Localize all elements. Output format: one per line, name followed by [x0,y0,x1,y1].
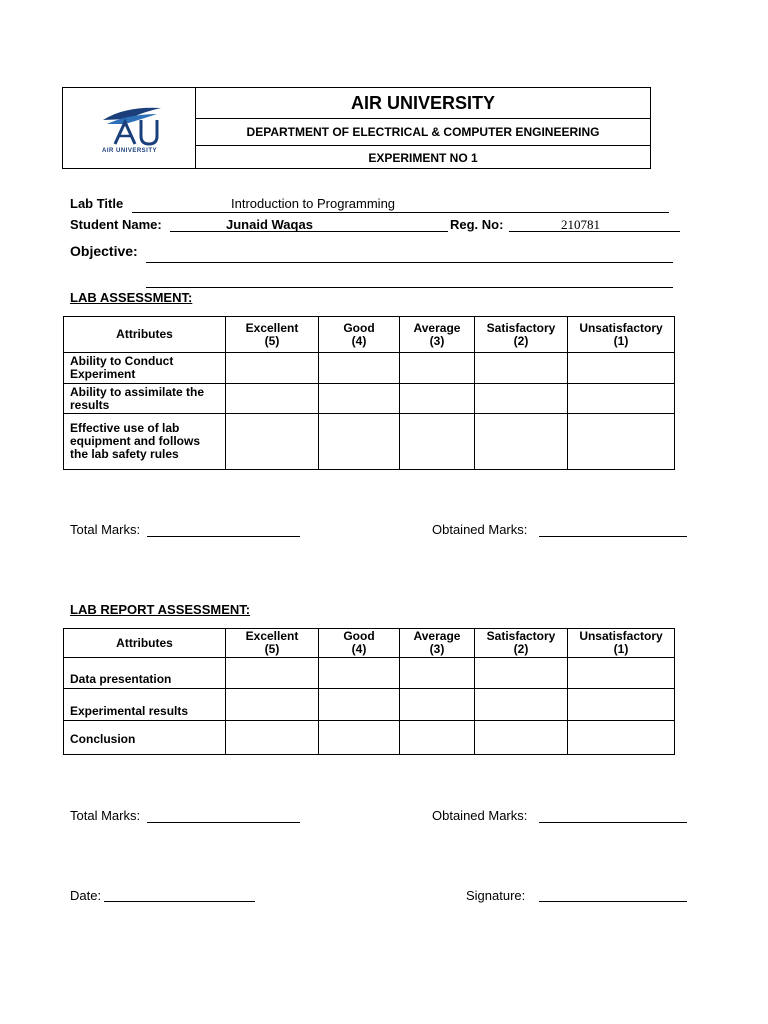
column-header-excellent: Excellent (5) [226,629,319,658]
score-cell[interactable] [400,384,475,414]
signature-line[interactable] [539,901,687,902]
report-obtained-marks-label: Obtained Marks: [432,808,528,823]
table-row [64,384,675,414]
reg-no-underline [509,231,680,232]
attribute-cell: Ability to Conduct Experiment [64,353,226,384]
score-cell[interactable] [319,353,400,384]
score-cell[interactable] [400,414,475,470]
objective-line-2[interactable] [146,287,673,288]
score-cell[interactable] [319,721,400,755]
attribute-cell: Conclusion [64,721,226,755]
department-name: DEPARTMENT OF ELECTRICAL & COMPUTER ENGINEERING [196,119,650,146]
column-header-average: Average (3) [400,317,475,353]
lab-title-value[interactable]: Introduction to Programming [231,196,396,211]
report-obtained-marks-line[interactable] [539,822,687,823]
reg-no-label: Reg. No: [450,217,504,232]
score-cell[interactable] [568,414,675,470]
report-total-marks-line[interactable] [147,822,300,823]
table-row [64,658,675,689]
score-cell[interactable] [319,689,400,721]
score-cell[interactable] [319,658,400,689]
student-name-label: Student Name: [70,217,162,232]
column-header-good: Good (4) [319,629,400,658]
column-header-good: Good (4) [319,317,400,353]
score-cell[interactable] [475,414,568,470]
lab-total-marks-label: Total Marks: [70,522,141,537]
score-cell[interactable] [226,353,319,384]
score-cell[interactable] [400,353,475,384]
lab-total-marks-line[interactable] [147,536,300,537]
lab-title-underline [132,212,669,213]
score-cell[interactable] [226,721,319,755]
column-header-excellent: Excellent (5) [226,317,319,353]
table-row [64,689,675,721]
score-cell[interactable] [475,721,568,755]
score-cell[interactable] [400,721,475,755]
experiment-number: EXPERIMENT NO 1 [368,151,478,165]
signature-label: Signature: [466,888,526,903]
attribute-cell: Ability to assimilate the results [64,384,226,414]
student-name-value[interactable]: Junaid Waqas [226,217,313,232]
logo-text: AIR UNIVERSITY [101,148,157,154]
score-cell[interactable] [568,384,675,414]
date-line[interactable] [104,901,255,902]
column-header-satisfactory: Satisfactory (2) [475,629,568,658]
lab-assessment-title: LAB ASSESSMENT: [70,290,193,305]
objective-line-1[interactable] [146,262,673,263]
score-cell[interactable] [400,689,475,721]
score-cell[interactable] [226,658,319,689]
lab-obtained-marks-line[interactable] [539,536,687,537]
score-cell[interactable] [319,414,400,470]
score-cell[interactable] [226,414,319,470]
university-name: AIR UNIVERSITY [196,88,650,119]
table-row [64,721,675,755]
score-cell[interactable] [568,658,675,689]
lab-assessment-table [63,316,675,470]
score-cell[interactable] [319,384,400,414]
reg-no-value[interactable]: 210781 [561,217,600,232]
table-row [64,353,675,384]
column-header-satisfactory: Satisfactory (2) [475,317,568,353]
score-cell[interactable] [568,689,675,721]
lab-report-assessment-title: LAB REPORT ASSESSMENT: [70,602,251,617]
student-name-underline [170,231,448,232]
score-cell[interactable] [475,689,568,721]
table-row [64,414,675,470]
column-header-unsatisfactory: Unsatisfactory (1) [568,317,675,353]
score-cell[interactable] [226,384,319,414]
lab-obtained-marks-label: Obtained Marks: [432,522,528,537]
score-cell[interactable] [400,658,475,689]
objective-label: Objective: [70,243,138,259]
report-total-marks-label: Total Marks: [70,808,141,823]
score-cell[interactable] [568,721,675,755]
attribute-cell: Experimental results [64,689,226,721]
score-cell[interactable] [475,384,568,414]
header-box [62,87,651,169]
column-header-average: Average (3) [400,629,475,658]
date-label: Date: [70,888,102,903]
score-cell[interactable] [475,353,568,384]
attribute-cell: Effective use of lab equipment and follows the lab safety rules [64,414,226,470]
lab-report-assessment-table [63,628,675,755]
table-header-row [64,317,675,353]
column-header-attributes: Attributes [64,317,226,353]
score-cell[interactable] [226,689,319,721]
score-cell[interactable] [475,658,568,689]
lab-title-label: Lab Title [70,196,124,211]
table-header-row [64,629,675,658]
column-header-unsatisfactory: Unsatisfactory (1) [568,629,675,658]
score-cell[interactable] [568,353,675,384]
air-university-logo-icon [95,100,165,148]
column-header-attributes: Attributes [64,629,226,658]
attribute-cell: Data presentation [64,658,226,689]
logo-cell [63,88,196,168]
